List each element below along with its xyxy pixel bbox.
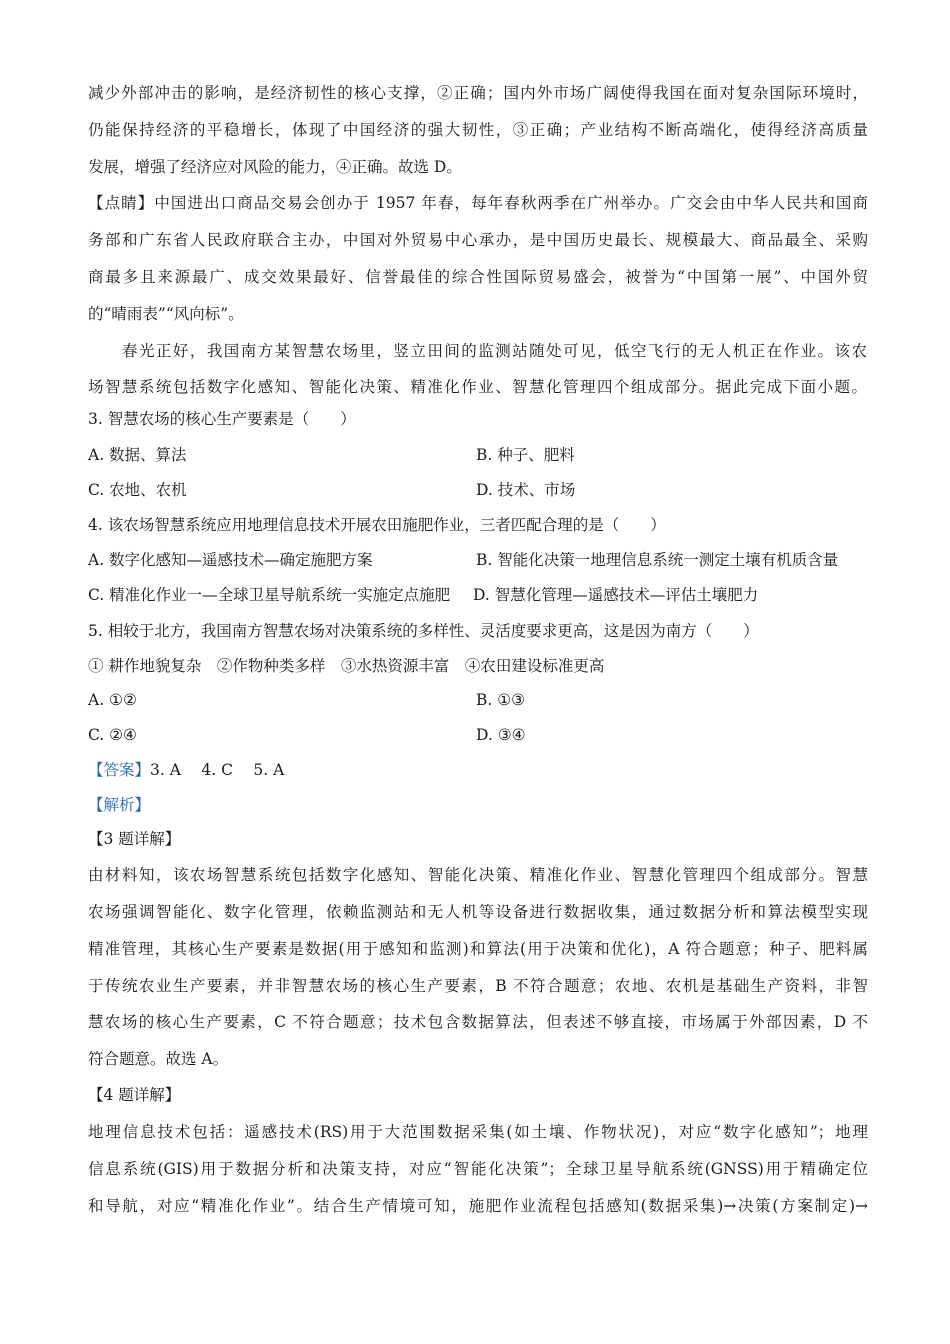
detail3-line-4: 于传统农业生产要素，并非智慧农场的核心生产要素，B 不符合题意；农地、农机是基础生产资料，非智	[88, 977, 868, 995]
detail4-heading: 【4 题详解】	[88, 1086, 181, 1104]
q5-items: ① 耕作地貌复杂 ②作物种类多样 ③水热资源丰富 ④农田建设标准更高	[88, 657, 605, 675]
intro-line-2: 仍能保持经济的平稳增长，体现了中国经济的强大韧性，③正确；产业结构不断高端化，使得经济高质量	[88, 121, 868, 139]
detail4-line-1: 地理信息技术包括：遥感技术(RS)用于大范围数据采集(如土壤、作物状况)，对应“数字化感知”；地理	[88, 1123, 868, 1141]
detail3-line-5: 慧农场的核心生产要素，C 不符合题意；技术包含数据算法，但表述不够直接，市场属于外部因素，D 不	[88, 1013, 868, 1031]
tip-line-1: 【点睛】中国进出口商品交易会创办于 1957 年春，每年春秋两季在广州举办。广交会由中华人民共和国商	[88, 194, 868, 212]
detail3-line-2: 农场强调智能化、数字化管理，依赖监测站和无人机等设备进行数据收集，通过数据分析和算法模型实现	[88, 903, 868, 921]
q4-stem: 4. 该农场智慧系统应用地理信息技术开展农田施肥作业，三者匹配合理的是（ ）	[88, 516, 666, 534]
q5-option-b: B. ①③	[476, 691, 526, 709]
intro-line-3: 发展，增强了经济应对风险的能力，④正确。故选 D。	[88, 158, 462, 176]
material-line-1: 春光正好，我国南方某智慧农场里，竖立田间的监测站随处可见，低空飞行的无人机正在作业。该农	[122, 342, 868, 360]
q4-option-c: C. 精准化作业一—全球卫星导航系统一实施定点施肥	[88, 586, 451, 604]
detail3-line-1: 由材料知，该农场智慧系统包括数字化感知、智能化决策、精准化作业、智慧化管理四个组成部分。智慧	[88, 866, 868, 884]
detail3-line-6: 符合题意。故选 A。	[88, 1050, 229, 1068]
q5-stem: 5. 相较于北方，我国南方智慧农场对决策系统的多样性、灵活度要求更高，这是因为南方（ ）	[88, 622, 759, 640]
q3-option-a: A. 数据、算法	[88, 446, 187, 464]
tip-line-3: 商最多且来源最广、成交效果最好、信誉最佳的综合性国际贸易盛会，被誉为“中国第一展”、中国外贸	[88, 268, 868, 286]
answer-label: 【答案】	[88, 761, 151, 779]
analysis-label: 【解析】	[88, 796, 151, 814]
tip-line-2: 务部和广东省人民政府联合主办，中国对外贸易中心承办，是中国历史最长、规模最大、商品最全、采购	[88, 231, 868, 249]
answer-text: 3. A 4. C 5. A	[150, 761, 285, 779]
q4-option-b: B. 智能化决策一地理信息系统一测定土壤有机质含量	[476, 551, 839, 569]
q5-option-d: D. ③④	[476, 726, 526, 744]
detail3-heading: 【3 题详解】	[88, 830, 181, 848]
detail4-line-2: 信息系统(GIS)用于数据分析和决策支持，对应“智能化决策”；全球卫星导航系统(GNSS)用于精确定位	[88, 1160, 868, 1178]
q4-option-a: A. 数字化感知—遥感技术—确定施肥方案	[88, 551, 373, 569]
material-line-2: 场智慧系统包括数字化感知、智能化决策、精准化作业、智慧化管理四个组成部分。据此完成下面小题。	[88, 378, 868, 396]
q5-option-c: C. ②④	[88, 726, 137, 744]
detail4-line-3: 和导航，对应“精准化作业”。结合生产情境可知，施肥作业流程包括感知(数据采集)→决策(方案制定)→	[88, 1197, 868, 1215]
q3-stem: 3. 智慧农场的核心生产要素是（ ）	[88, 410, 356, 428]
tip-line-4: 的“晴雨表”“风向标”。	[88, 305, 244, 323]
q3-option-b: B. 种子、肥料	[476, 446, 575, 464]
q3-option-d: D. 技术、市场	[476, 481, 576, 499]
intro-line-1: 减少外部冲击的影响，是经济韧性的核心支撑，②正确；国内外市场广阔使得我国在面对复杂国际环境时，	[88, 84, 868, 102]
answer-line	[88, 760, 868, 780]
q3-option-c: C. 农地、农机	[88, 481, 187, 499]
q5-option-a: A. ①②	[88, 691, 137, 709]
q4-option-d: D. 智慧化管理—遥感技术—评估土壤肥力	[473, 586, 759, 604]
detail3-line-3: 精准管理，其核心生产要素是数据(用于感知和监测)和算法(用于决策和优化)，A 符合题意；种子、肥料属	[88, 940, 868, 958]
